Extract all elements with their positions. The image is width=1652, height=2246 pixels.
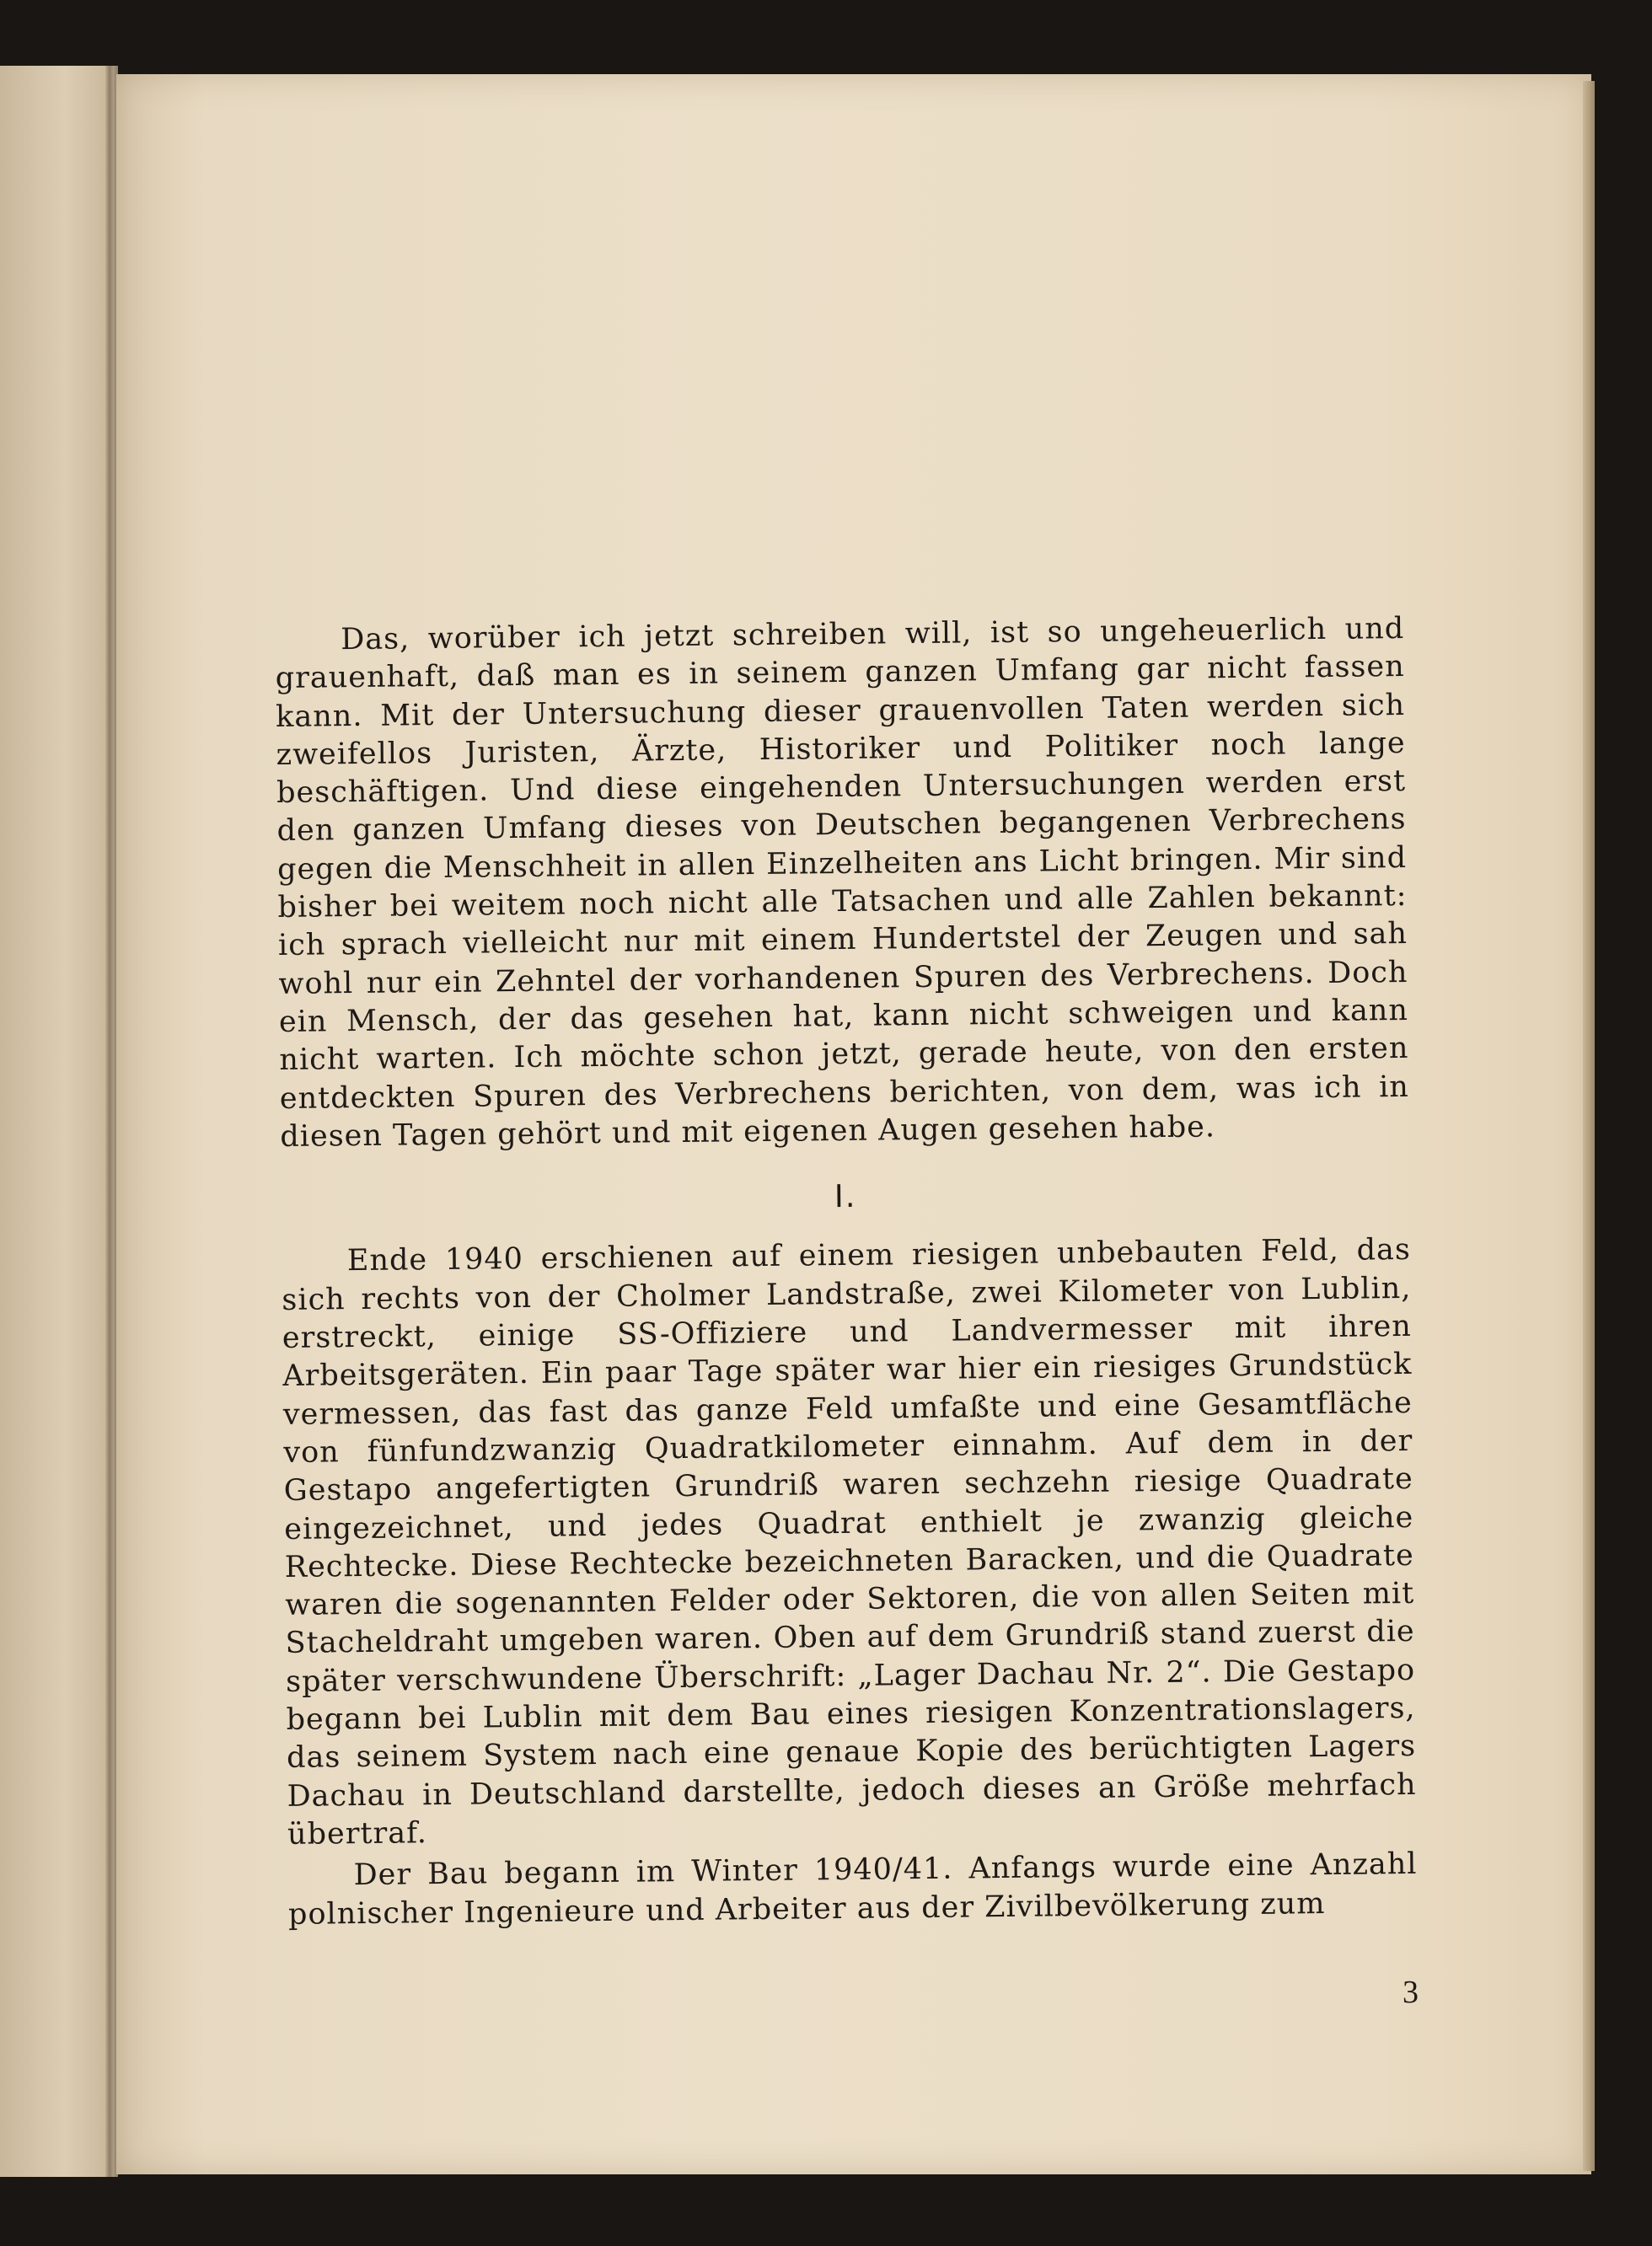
paragraph: Ende 1940 erschienen auf einem riesigen unbebauten Feld, das sich rechts von der Cholmer Landstraße, zwei Kilometer von Lublin, erstreckt, einige SS-Offiziere und Landvermesser mit ihren Arbeitsgeräten. Ein paar Tage später war hier ein riesiges Grundstück vermessen, das fast das ganze Feld umfaßte und eine Gesamtfläche von fünfundzwanzig Quadratkilometer einnahm. Auf dem in der Gestapo angefertigten Grundriß waren sechzehn riesige Quadrate eingezeichnet, und jedes Quadrat enthielt je zwanzig gleiche Rechtecke. Diese Rechtecke bezeichneten Baracken, und die Quadrate waren die sogenannten Felder oder Sektoren, die von allen Seiten mit Stacheldraht umgeben waren. Oben auf dem Grundriß stand zuerst die später verschwundene Überschrift: „Lager Dachau Nr. 2“. Die Gestapo begann bei Lublin mit dem Bau eines riesigen Konzentrationslagers, das seinem System nach eine genaue Kopie des berüchtigten Lagers Dachau in Deutschland darstellte, jedoch dieses an Größe mehrfach übertraf.	[282, 1233, 1417, 1852]
paragraph: Das, worüber ich jetzt schreiben will, ist so ungeheuerlich und grauenhaft, daß man es in seinem ganzen Umfang gar nicht fassen kann. Mit der Untersuchung dieser grauenvollen Taten werden sich zweifellos Juristen, Ärzte, Historiker und Politiker noch lange beschäftigen. Und diese eingehenden Untersuchungen werden erst den ganzen Umfang dieses von Deutschen begangenen Verbrechens gegen die Menschheit in allen Einzelheiten ans Licht bringen. Mir sind bisher bei weitem noch nicht alle Tatsachen und alle Zahlen bekannt: ich sprach vielleicht nur mit einem Hundertstel der Zeugen und sah wohl nur ein Zehntel der vorhandenen Spuren des Verbrechens. Doch ein Mensch, der das gesehen hat, kann nicht schweigen und kann nicht warten. Ich möchte schon jetzt, gerade heute, von den ersten entdeckten Spuren des Verbrechens berichten, von dem, was ich in diesen Tagen gehört und mit eigenen Augen gesehen habe.	[275, 611, 1410, 1154]
book-gutter	[105, 66, 114, 2177]
page-edge	[1583, 81, 1595, 2171]
page-number: 3	[1403, 1975, 1419, 2010]
section-heading: I.	[834, 1177, 857, 1215]
paragraph: Der Bau begann im Winter 1940/41. Anfangs wurde eine Anzahl polnischer Ingenieure und Arbeiter aus der Zivilbevölkerung zum	[287, 1847, 1418, 1932]
left-page-edge	[0, 66, 118, 2177]
page-body	[275, 610, 1418, 1934]
